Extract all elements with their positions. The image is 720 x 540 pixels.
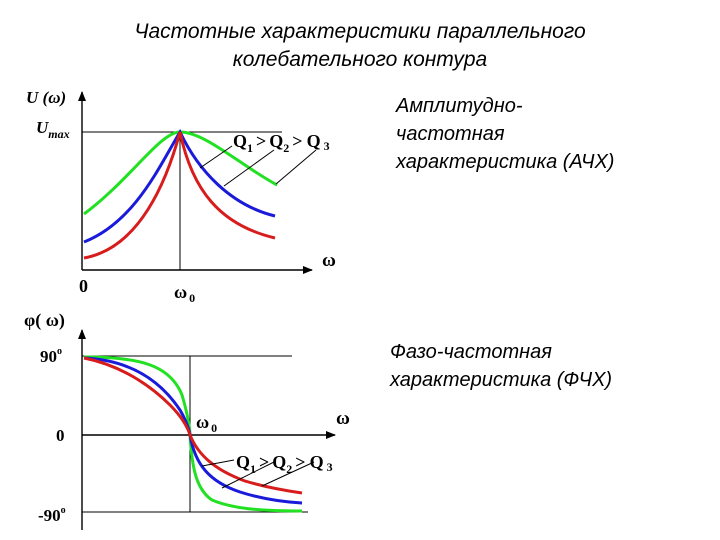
pfc-tick-90: 90$^o$ xyxy=(40,346,62,366)
pfc-curve-q2 xyxy=(84,358,302,503)
afc-description-line-2: частотная xyxy=(396,123,505,145)
afc-omega0-main: ω xyxy=(174,282,188,302)
afc-description-line-3: характеристика (АЧХ) xyxy=(396,151,615,173)
afc-pointer-q3 xyxy=(276,150,316,184)
afc-description-line-1: Амплитудно- xyxy=(396,95,523,117)
pfc-description-line-1: Фазо-частотная xyxy=(390,341,552,363)
pfc-q1: Q xyxy=(236,452,251,472)
afc-pointer-q1 xyxy=(200,146,232,168)
afc-omega0-sub: 0 xyxy=(189,291,196,305)
afc-q2: Q xyxy=(269,131,284,151)
pfc-x-axis-label: ω xyxy=(336,408,350,429)
pfc-q-relation: $Q_1 > Q_2 > Q$ 3 xyxy=(236,452,333,476)
pfc-omega0-sub: 0 xyxy=(211,421,218,435)
pfc-q2: Q xyxy=(272,452,287,472)
pfc-curve-q3 xyxy=(84,358,302,493)
title-line-1: Частотные характеристики параллельного xyxy=(134,20,586,43)
afc-omega0-label xyxy=(174,282,195,305)
afc-q1: Q xyxy=(233,131,248,151)
pfc-tick-0: 0 xyxy=(56,426,65,445)
afc-origin-label: 0 xyxy=(79,276,88,296)
afc-q3: Q xyxy=(306,131,321,151)
pfc-graph xyxy=(24,310,350,530)
afc-graph xyxy=(26,88,336,305)
afc-umax-sub: max xyxy=(48,127,70,141)
pfc-q3: Q xyxy=(309,452,324,472)
afc-umax-label xyxy=(36,118,70,141)
pfc-y-axis-label: φ( ω) xyxy=(24,310,65,330)
pfc-tick-neg90: -90$^o$ xyxy=(38,505,66,525)
afc-y-axis-label: U (ω) xyxy=(26,88,67,107)
afc-umax-main: U xyxy=(36,118,49,137)
pfc-omega0-main: ω xyxy=(196,412,210,432)
pfc-description-line-2: характеристика (ФЧХ) xyxy=(390,369,613,391)
afc-q-relation: $Q_1 > Q_2 > Q$ 3 xyxy=(233,131,330,155)
afc-x-axis-label: ω xyxy=(322,250,336,271)
title-line-2: колебательного контура xyxy=(232,48,488,71)
pfc-omega0-label xyxy=(196,412,217,435)
